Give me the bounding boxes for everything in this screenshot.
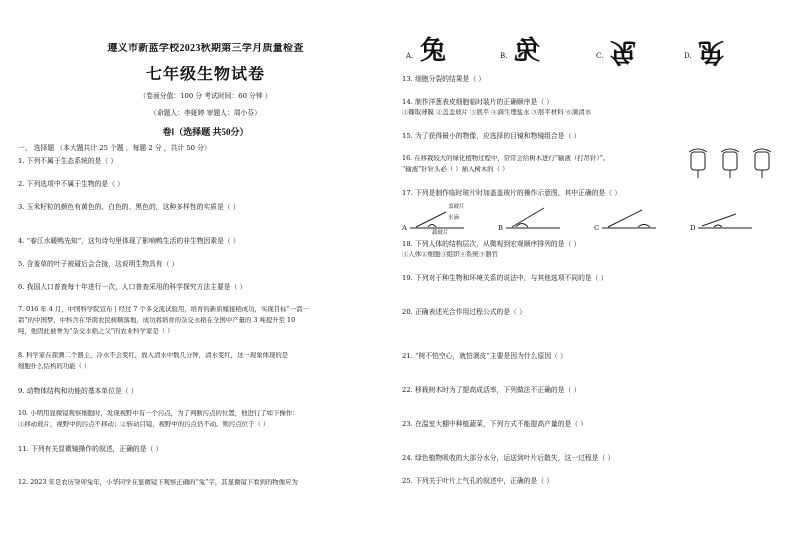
question-14-steps: ①撕取薄膜 ②盖盖玻片 ③展平 ④滴生理盐水 ⑤展平材料 ⑥滴清水 xyxy=(402,109,592,116)
water-drop-label: 水滴 xyxy=(448,215,460,221)
iv-bags-illustration xyxy=(687,146,777,180)
score-line: （卷面分值：100 分 考试时间：60 分钟 ） xyxy=(139,92,272,100)
glyph-label-a: A. xyxy=(406,52,414,60)
section1-title: 卷Ⅰ（选择题 共50分） xyxy=(162,127,249,137)
question-1: 1. 下列不属于生态系统的是（ ） xyxy=(18,157,118,165)
glyph-label-b: B. xyxy=(500,52,508,60)
question-21: 21. “树不怕空心，就怕剥皮”主要是因为什么原因（ ） xyxy=(402,352,567,360)
slide-label: 载玻片 xyxy=(432,230,449,236)
question-20: 20. 正确表述光合作用过程公式的是（ ） xyxy=(402,308,526,316)
question-2: 2. 下列选项中不属于生物的是（ ） xyxy=(18,180,124,188)
coverslip-label: 盖玻片 xyxy=(448,204,465,210)
question-18: 18. 下列人体的结构层次，从微观到宏观顺序排列的是（ ） xyxy=(402,240,581,248)
question-13: 13. 细胞分裂的结果是（ ） xyxy=(402,75,486,83)
glyph-label-d: D. xyxy=(684,52,692,60)
question-7-line1: 7. 016 年 4 月，中国科学院宣布 | 经过 7 个多交流试验用，培育的新质嫁接稻成功，实现目标“一箭一 xyxy=(18,306,309,313)
question-7-line3: 吨，他因此被誉为“杂交水稻之父”的农业科学家是（ ） xyxy=(18,328,174,335)
question-8-line1: 8. 科学家在探测二个器主，冷水不会变红，放入清水中数几分钟，清水变红，这一现象体现的是 xyxy=(18,352,289,359)
question-24: 24. 绿色植物吸收的大部分水分，运送到叶片后散失，这一过程是（ ） xyxy=(402,454,615,462)
diagram-label-d: D xyxy=(690,224,696,232)
question-5: 5. 含羞草的叶子被碰后会合拢，这说明生物具有（ ） xyxy=(18,260,179,268)
coverslip-diagrams xyxy=(402,200,780,238)
section1-instructions: 一、 选择题 （本大题共计 25 个题 ，每题 2 分 ，共计 50 分） xyxy=(18,144,211,152)
diagram-label-a: A xyxy=(402,224,407,232)
subject-title: 七年级生物试卷 xyxy=(145,66,265,83)
question-11: 11. 下列有关显微镜操作的叙述，正确的是（ ） xyxy=(18,445,163,453)
question-19: 19. 下列对于种生物和环境关系的说法中，与其他选项不同的是（ ） xyxy=(402,274,608,282)
question-3: 3. 玉米籽粒的颜色有黄色的、白色的、黑色的，这种多样性的实质是（ ） xyxy=(18,203,240,211)
question-23: 23. 在温室大棚中种植蔬菜，下列方式不能提高产量的是（ ） xyxy=(402,420,588,428)
question-9: 9. 动物体结构和功能的基本单位是（ ） xyxy=(18,387,138,395)
right-column xyxy=(402,0,780,550)
rabbit-glyph-d: 兔 xyxy=(698,36,725,67)
question-17: 17. 下列是制作临时玻片时加盖盖玻片的操作示意图，其中正确的是（ ） xyxy=(402,189,622,197)
question-25: 25. 下列关于叶片上气孔的叙述中，正确的是（ ） xyxy=(402,477,554,485)
glyph-label-c: C. xyxy=(596,52,604,60)
question-16-line1: 16. 在移栽较大的绿化植物过程中，常常会给树木进行“输液（打吊针）”。 xyxy=(402,155,610,162)
left-column xyxy=(18,0,393,550)
diagram-label-c: C xyxy=(594,224,600,232)
question-8-line2: 细胞什么结构的功能（ ） xyxy=(18,363,91,370)
question-4: 4. “春江水暖鸭先知”，这句诗句里体现了影响鸭生活的非生物因素是（ ） xyxy=(18,237,240,245)
question-7-line2: 箭”的中国梦，中科含在华南农民树顺落地，成功将培育的杂交水稻在全国中产量的 3 吨提升至 10 xyxy=(18,317,296,324)
question-18-items: ①人体②细胞③组织④系统⑤器官 xyxy=(402,251,498,258)
rabbit-glyph-a: 兔 xyxy=(420,36,447,66)
author-line: （命题人：李娅婷 审题人：周小芬） xyxy=(150,109,261,117)
question-14: 14. 制作洋葱表皮细胞临时装片的正确顺序是（ ） xyxy=(402,98,554,106)
question-6: 6. 我国人口普查每十年进行一次，人口普查采用的科学探究方法主要是（ ） xyxy=(18,283,247,291)
question-22: 22. 移栽树木时为了提高成活率，下列做法不正确的是（ ） xyxy=(402,386,581,394)
diagram-label-b: B xyxy=(498,224,503,232)
question-16-line2: “输液”针针头必（ ）插入树木的（ ） xyxy=(402,166,509,173)
question-10-line2: ①移动玻片，视野中的污点不移动；②转动目镜，视野中的污点仍不动。则污点位于（ ） xyxy=(18,421,270,428)
rabbit-glyph-c: 兔 xyxy=(610,36,637,67)
rabbit-glyph-b: 兔 xyxy=(514,36,541,66)
question-12: 12. 2023 年是农历癸卯兔年，小华同学在显微镜下观察正确的“兔”字，其显微镜下看到的物像应为 xyxy=(18,479,298,486)
question-10-line1: 10. 小明用显微镜观察细胞时，发现视野中有一个污点，为了判断污点的位置，他进行了如下操作： xyxy=(18,410,299,417)
school-title: 遵义市新蓝学校2023秋期第三学月质量检查 xyxy=(107,43,304,54)
question-15: 15. 为了获得最小的物像，应选择的目镜和物镜组合是（ ） xyxy=(402,132,581,140)
